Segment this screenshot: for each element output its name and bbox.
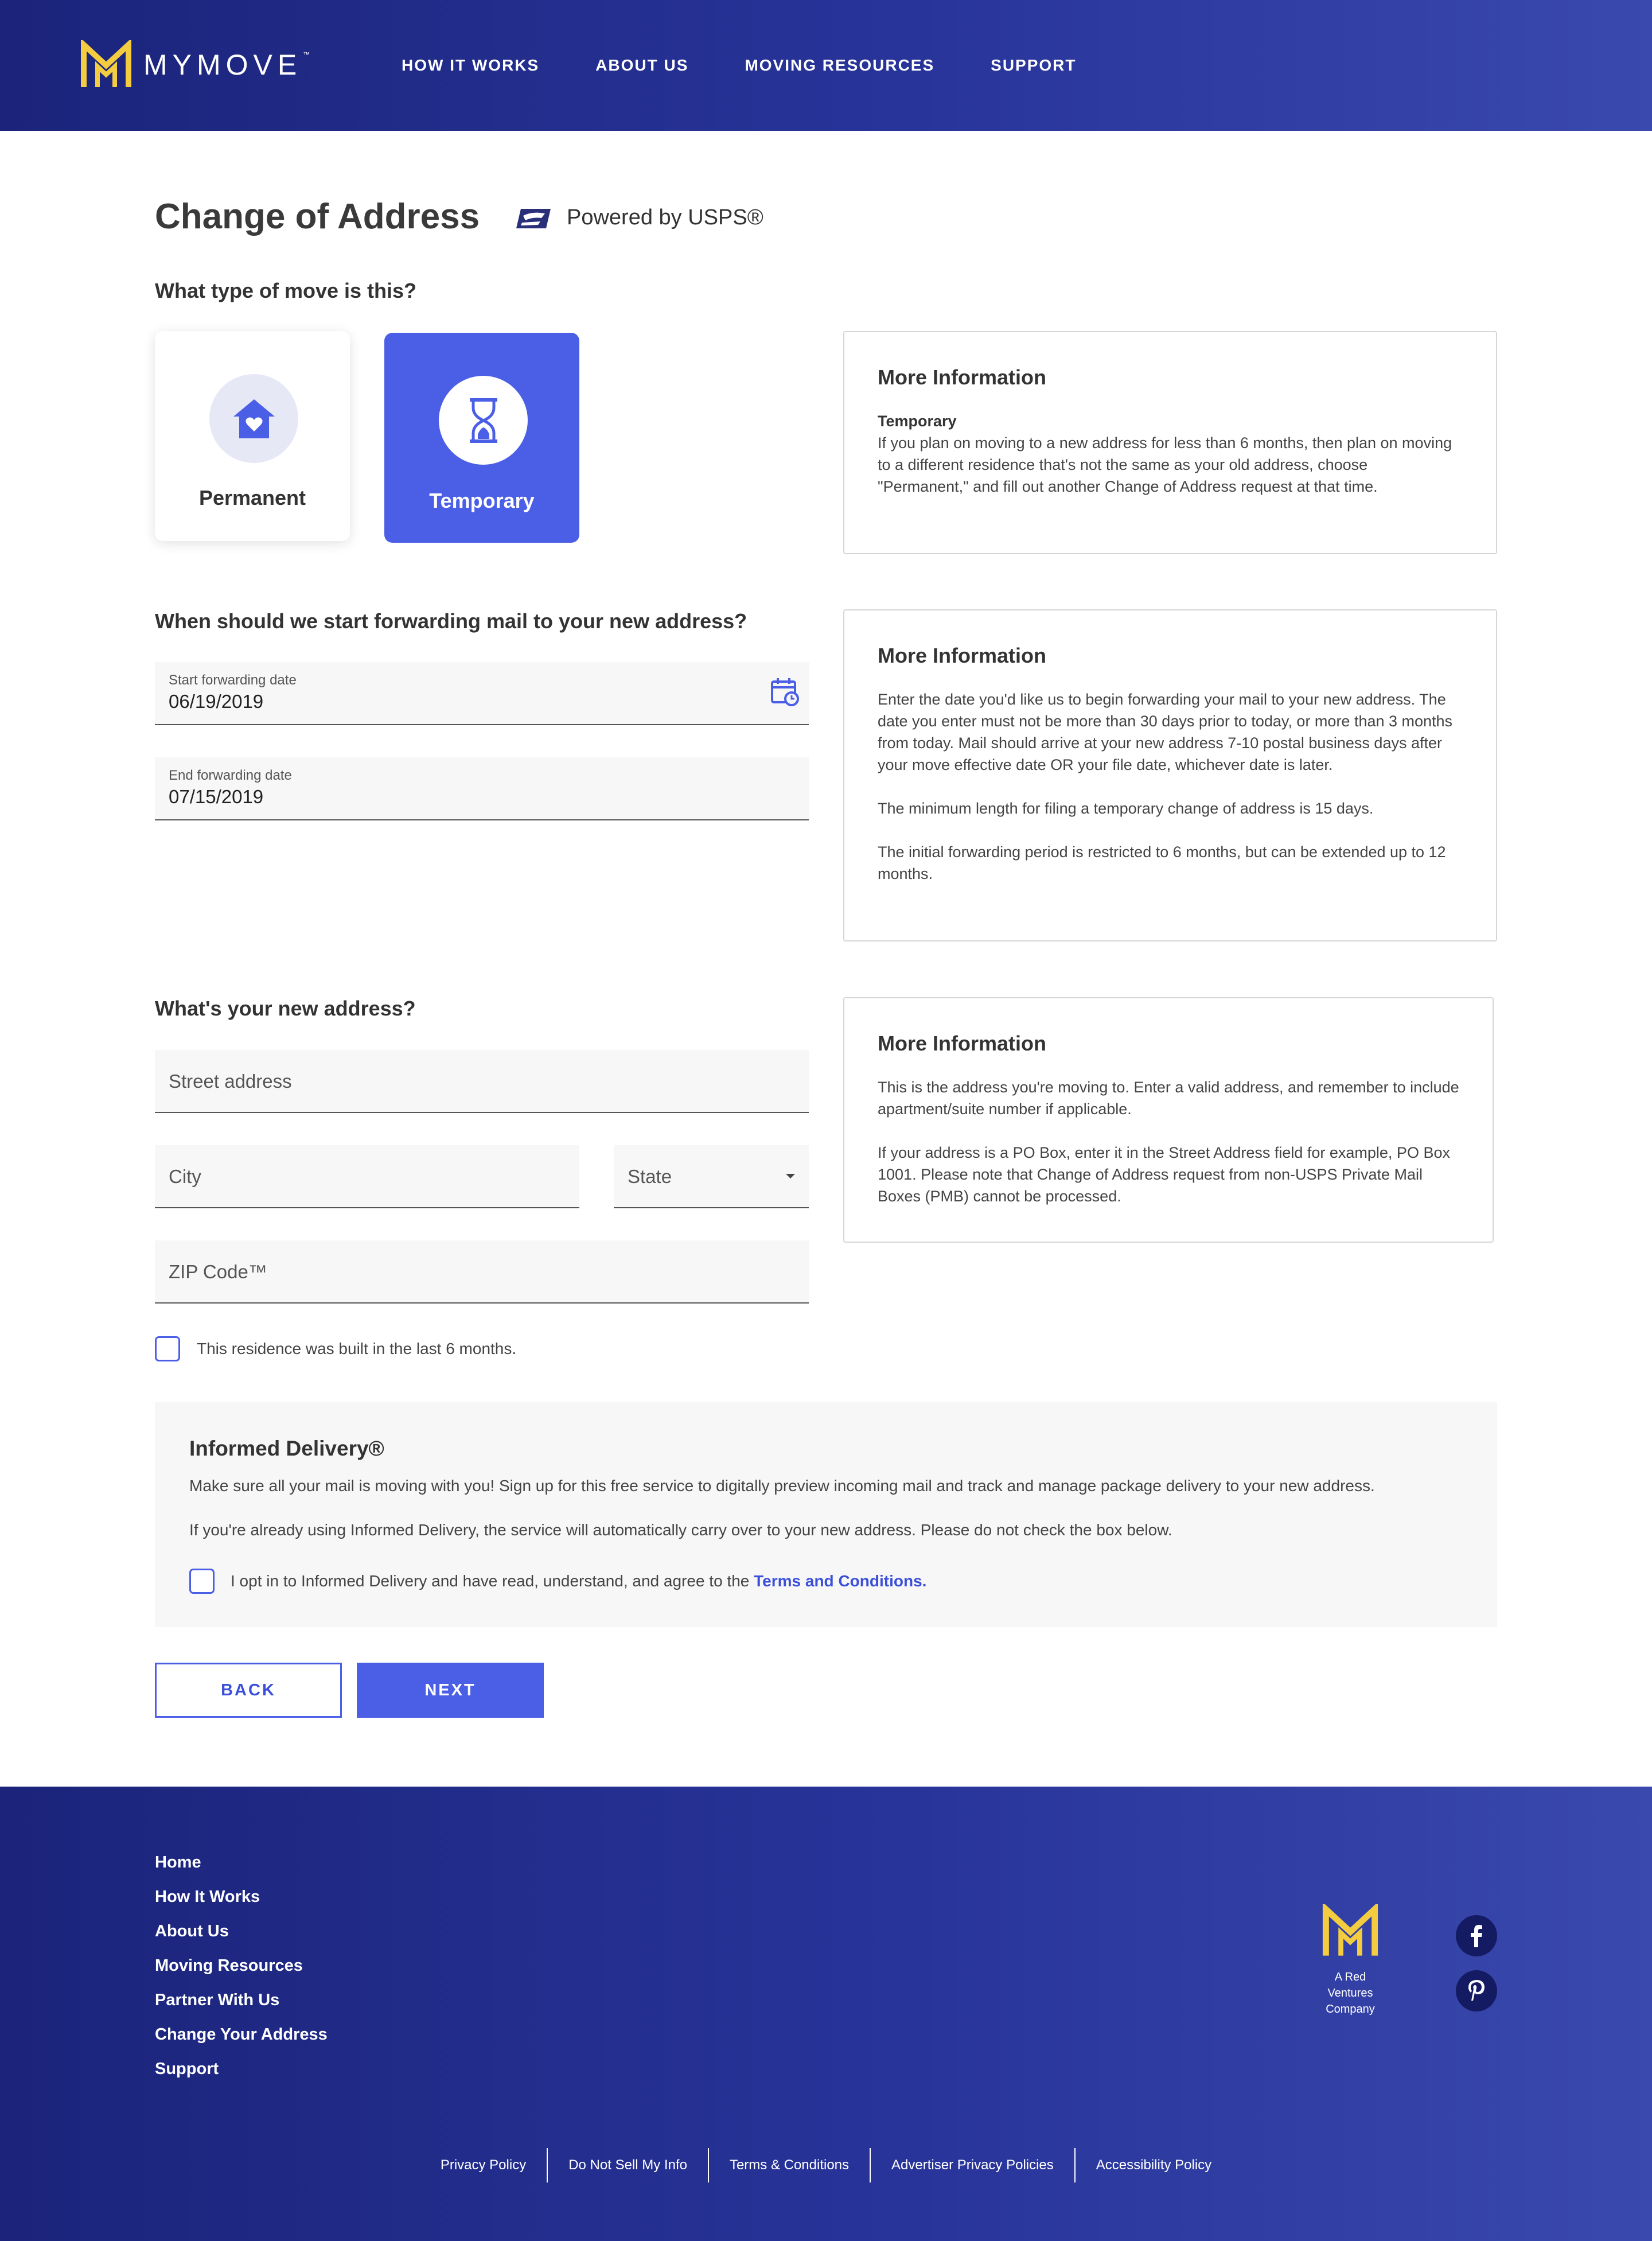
move-type-permanent-card[interactable] (155, 331, 350, 541)
informed-delivery-description: Make sure all your mail is moving with you! Sign up for this free service to digitally preview incoming mail and track and manage package delivery to your new address. (189, 1477, 1375, 1495)
do-not-sell-link[interactable]: Do Not Sell My Info (547, 2148, 708, 2182)
info-heading: More Information (878, 1032, 1046, 1055)
nav-how-it-works[interactable]: HOW IT WORKS (402, 56, 540, 74)
brand-logo[interactable] (80, 40, 310, 90)
informed-delivery-heading: Informed Delivery® (189, 1437, 384, 1460)
optin-label (231, 1572, 926, 1590)
info-text: This is the address you're moving to. Enter a valid address, and remember to include apartment/suite number if applicable. (878, 1079, 1459, 1118)
temporary-label: Temporary (429, 489, 535, 512)
state-placeholder: State (628, 1166, 672, 1187)
house-heart-icon (231, 397, 277, 441)
informed-delivery-optin-checkbox[interactable] (189, 1569, 215, 1594)
new-residence-checkbox[interactable] (155, 1336, 180, 1361)
hourglass-icon (465, 396, 502, 445)
address-info-box (843, 997, 1494, 1243)
end-date-value: 07/15/2019 (169, 786, 264, 807)
company-line-3: Company (1326, 2003, 1375, 2016)
start-date-value: 06/19/2019 (169, 691, 264, 712)
zip-code-placeholder: ZIP Code™ (169, 1261, 267, 1282)
site-footer (0, 1787, 1652, 2241)
usps-eagle-icon (515, 207, 552, 231)
info-text: If your address is a PO Box, enter it in the Street Address field for example, PO Box 1001. Please note that Change of Address request from non-USPS Private Mail Boxes (PMB) cannot be processed. (878, 1144, 1450, 1205)
temporary-icon-circle (439, 376, 528, 465)
footer-logo (1320, 1904, 1380, 2017)
city-placeholder: City (169, 1166, 201, 1187)
mymove-logo-icon (80, 40, 132, 90)
brand-name: MYMOVE (143, 49, 302, 81)
brand-trademark: ™ (303, 50, 310, 59)
state-select[interactable] (614, 1145, 809, 1208)
footer-link-support[interactable]: Support (155, 2060, 219, 2078)
info-heading: More Information (878, 644, 1046, 667)
forwarding-question: When should we start forwarding mail to your new address? (155, 609, 747, 633)
permanent-label: Permanent (198, 486, 306, 509)
footer-link-about-us[interactable]: About Us (155, 1922, 229, 1940)
calendar-icon[interactable] (770, 677, 801, 708)
info-text: The initial forwarding period is restricted to 6 months, but can be extended up to 12 months. (878, 843, 1446, 882)
forwarding-info-box (843, 609, 1497, 941)
permanent-icon-circle (209, 374, 298, 463)
powered-by-usps: Powered by USPS® (567, 205, 763, 229)
end-date-label: End forwarding date (169, 768, 292, 783)
info-subheading: Temporary (878, 413, 957, 430)
advertiser-privacy-link[interactable]: Advertiser Privacy Policies (870, 2148, 1074, 2182)
info-heading: More Information (878, 365, 1046, 389)
nav-moving-resources[interactable]: MOVING RESOURCES (745, 56, 935, 74)
nav-about-us[interactable]: ABOUT US (595, 56, 689, 74)
info-text: If you plan on moving to a new address for less than 6 months, then plan on moving to a different residence that's not the same as your old address, choose "Permanent," and fill out another Change of Address request at that time. (878, 434, 1452, 495)
accessibility-policy-link[interactable]: Accessibility Policy (1074, 2148, 1232, 2182)
info-text: The minimum length for filing a temporary change of address is 15 days. (878, 800, 1374, 817)
address-question: What's your new address? (155, 997, 416, 1020)
info-text: Enter the date you'd like us to begin forwarding your mail to your new address. The date you enter must not be more than 30 days prior to today, or more than 3 months from today. Mail should arrive at your new address 7-10 postal business days after your move effective date OR your file date, whichever date is later. (878, 691, 1453, 773)
main-nav (402, 56, 1133, 75)
street-address-input[interactable] (155, 1050, 809, 1113)
company-line-1: A Red (1334, 1971, 1366, 1983)
footer-nav (155, 1851, 328, 2092)
caret-down-icon (786, 1174, 795, 1178)
start-date-label: Start forwarding date (169, 672, 297, 688)
back-button[interactable]: BACK (155, 1663, 342, 1718)
footer-legal-links (0, 2148, 1652, 2182)
start-date-field[interactable] (155, 662, 809, 725)
mymove-logo-icon (1320, 1904, 1380, 1958)
red-ventures-text (1320, 1969, 1380, 2017)
page-title: Change of Address (155, 197, 480, 236)
pinterest-icon[interactable] (1456, 1970, 1497, 2012)
zip-code-input[interactable] (155, 1240, 809, 1304)
end-date-field[interactable] (155, 757, 809, 820)
footer-link-home[interactable]: Home (155, 1853, 201, 1872)
site-header (0, 0, 1652, 131)
street-address-placeholder: Street address (169, 1071, 292, 1092)
informed-delivery-note: If you're already using Informed Delivery, the service will automatically carry over to your new address. Please do not check the box below. (189, 1521, 1172, 1539)
terms-and-conditions-link[interactable]: Terms and Conditions. (754, 1572, 927, 1590)
company-line-2: Ventures (1327, 1987, 1373, 1999)
footer-link-change-address[interactable]: Change Your Address (155, 2025, 328, 2044)
move-type-info-box (843, 331, 1497, 554)
new-residence-label: This residence was built in the last 6 months. (197, 1340, 517, 1357)
move-type-question: What type of move is this? (155, 279, 417, 302)
informed-delivery-section (155, 1402, 1497, 1627)
footer-link-moving-resources[interactable]: Moving Resources (155, 1956, 303, 1975)
move-type-temporary-card[interactable] (384, 333, 579, 543)
optin-text: I opt in to Informed Delivery and have read, understand, and agree to the (231, 1572, 754, 1590)
city-input[interactable] (155, 1145, 579, 1208)
next-button[interactable]: NEXT (357, 1663, 544, 1718)
privacy-policy-link[interactable]: Privacy Policy (440, 2157, 527, 2173)
footer-link-partner[interactable]: Partner With Us (155, 1991, 280, 2009)
nav-support[interactable]: SUPPORT (991, 56, 1077, 74)
footer-link-how-it-works[interactable]: How It Works (155, 1888, 260, 1906)
facebook-icon[interactable] (1456, 1915, 1497, 1956)
terms-conditions-link[interactable]: Terms & Conditions (708, 2148, 870, 2182)
